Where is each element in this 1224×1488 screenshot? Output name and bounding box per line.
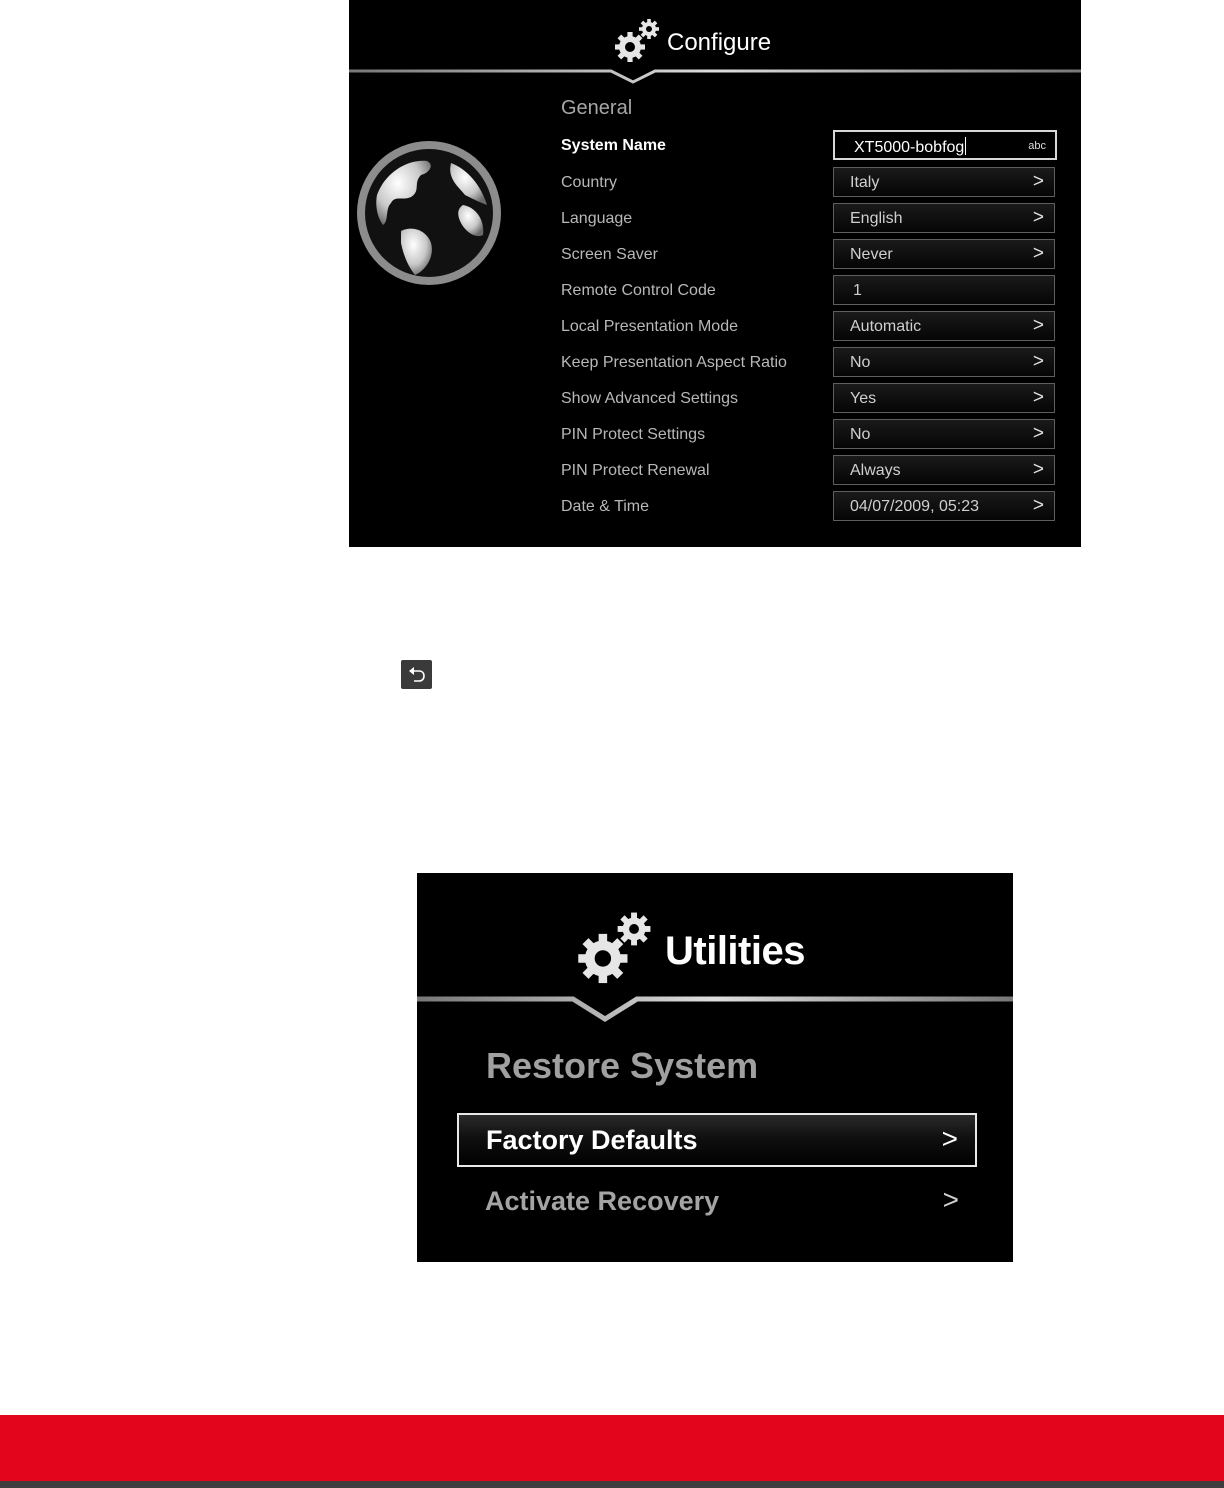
setting-label: Keep Presentation Aspect Ratio [561, 354, 787, 371]
setting-remote-control-code [561, 275, 1059, 307]
country-select[interactable] [833, 167, 1055, 197]
setting-value: Yes [850, 390, 877, 407]
pin-protect-renewal-select[interactable] [833, 455, 1055, 485]
setting-label: Local Presentation Mode [561, 318, 738, 335]
setting-screen-saver [561, 239, 1059, 271]
setting-language [561, 203, 1059, 235]
chevron-right-icon: > [942, 1184, 959, 1215]
pin-protect-settings-select[interactable] [833, 419, 1055, 449]
system-name-value: XT5000-bobfog [854, 139, 965, 156]
setting-value: Always [850, 462, 901, 479]
chevron-right-icon: > [1032, 459, 1044, 480]
chevron-right-icon: > [1032, 387, 1044, 408]
footer-band [0, 1415, 1224, 1481]
configure-screen [349, 0, 1081, 547]
remote-control-code-field[interactable] [833, 275, 1055, 305]
section-heading: General [561, 97, 633, 119]
page-title: Configure [667, 29, 772, 56]
setting-keep-aspect-ratio [561, 347, 1059, 379]
chevron-right-icon: > [1032, 315, 1044, 336]
chevron-right-icon: > [1032, 207, 1044, 228]
setting-label: PIN Protect Renewal [561, 462, 710, 479]
setting-value: Automatic [850, 318, 922, 335]
setting-value: English [850, 210, 903, 227]
section-heading: Restore System [486, 1045, 759, 1086]
setting-pin-protect-settings [561, 419, 1059, 451]
input-mode-badge: abc [1028, 140, 1046, 152]
header-divider [417, 991, 1013, 1027]
setting-value: No [850, 426, 871, 443]
back-icon [401, 660, 432, 689]
setting-label: System Name [561, 137, 666, 154]
gears-icon [613, 17, 663, 63]
setting-country [561, 167, 1059, 199]
setting-system-name [561, 130, 1059, 162]
setting-label: Screen Saver [561, 246, 658, 263]
chevron-right-icon: > [941, 1123, 958, 1154]
show-advanced-select[interactable] [833, 383, 1055, 413]
menu-item-label: Factory Defaults [486, 1125, 698, 1155]
keep-aspect-ratio-select[interactable] [833, 347, 1055, 377]
local-presentation-mode-select[interactable] [833, 311, 1055, 341]
setting-value: No [850, 354, 871, 371]
menu-item-label: Activate Recovery [485, 1186, 720, 1216]
gears-icon [575, 907, 657, 987]
setting-local-presentation-mode [561, 311, 1059, 343]
setting-value: 1 [853, 282, 862, 299]
chevron-right-icon: > [1032, 351, 1044, 372]
factory-defaults-item[interactable] [457, 1113, 977, 1167]
utilities-screen [417, 873, 1013, 1262]
globe-icon [355, 139, 503, 287]
page-title: Utilities [665, 929, 805, 973]
footer-strip [0, 1481, 1224, 1488]
setting-show-advanced [561, 383, 1059, 415]
setting-label: PIN Protect Settings [561, 426, 706, 443]
setting-label: Show Advanced Settings [561, 390, 739, 407]
setting-value: Never [850, 246, 893, 263]
setting-date-time [561, 491, 1059, 523]
language-select[interactable] [833, 203, 1055, 233]
setting-label: Country [561, 174, 618, 191]
setting-value: 04/07/2009, 05:23 [850, 498, 980, 515]
screen-saver-select[interactable] [833, 239, 1055, 269]
chevron-right-icon: > [1032, 495, 1044, 516]
date-time-select[interactable] [833, 491, 1055, 521]
setting-pin-protect-renewal [561, 455, 1059, 487]
system-name-field[interactable] [833, 130, 1057, 160]
activate-recovery-item[interactable] [457, 1175, 977, 1229]
setting-label: Date & Time [561, 498, 650, 515]
setting-label: Remote Control Code [561, 282, 716, 299]
setting-value: Italy [850, 174, 880, 191]
setting-label: Language [561, 210, 633, 227]
text-cursor [965, 137, 966, 155]
chevron-right-icon: > [1032, 423, 1044, 444]
chevron-right-icon: > [1032, 243, 1044, 264]
chevron-right-icon: > [1032, 171, 1044, 192]
header-divider [349, 64, 1081, 88]
